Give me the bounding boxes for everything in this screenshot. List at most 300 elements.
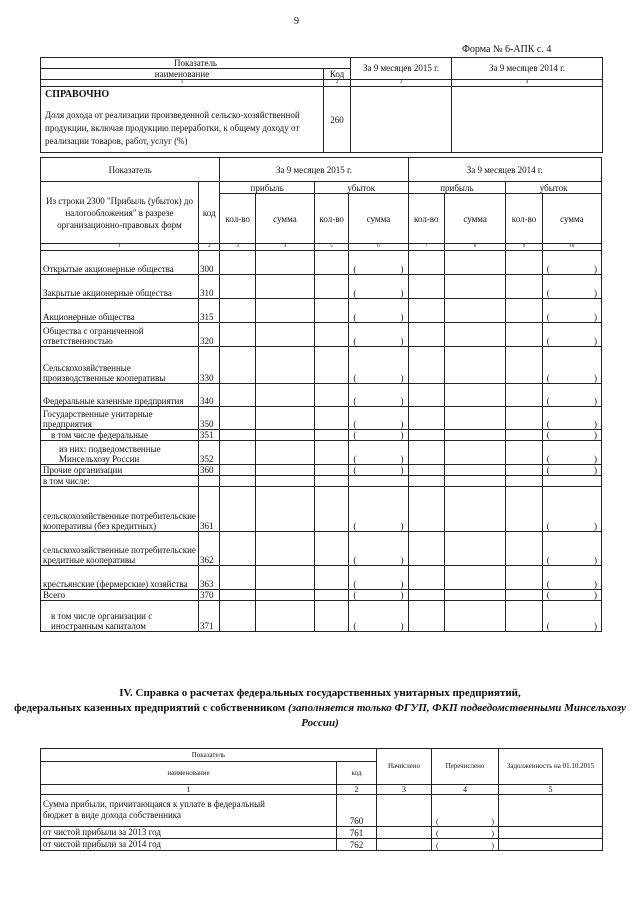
accrued-cell[interactable] [377, 827, 432, 839]
accrued-cell[interactable] [377, 795, 432, 827]
code-header: код [198, 182, 220, 244]
qty-header: кол-во [506, 194, 543, 244]
row-label: в том числе организации с иностранным капиталом [41, 601, 199, 632]
results-by-legal-form-table [40, 157, 602, 632]
reference-row [41, 87, 324, 153]
value-cell[interactable] [220, 407, 255, 430]
row-label: Прочие организации [41, 465, 199, 476]
value-cell[interactable] [314, 566, 348, 590]
row-label: Федеральные казенные предприятия [41, 384, 199, 407]
open-paren: ( [546, 336, 550, 346]
close-paren: ) [594, 396, 597, 406]
code-header: код [337, 762, 377, 785]
value-cell[interactable] [506, 590, 543, 601]
sum-header: сумма [445, 194, 506, 244]
indicator-header: Показатель [41, 58, 351, 69]
loss-sum-cell[interactable] [542, 299, 601, 323]
value-cell[interactable] [408, 275, 445, 299]
paren-wrapper [351, 621, 405, 631]
table-row [41, 795, 603, 827]
paren-wrapper [545, 621, 599, 631]
loss-sum-cell[interactable] [542, 487, 601, 532]
close-paren: ) [594, 555, 597, 565]
close-paren: ) [594, 312, 597, 322]
loss-sum-cell[interactable] [349, 441, 408, 465]
table-row [41, 251, 602, 275]
section-title-line: IV. Справка о расчетах федеральных государственных унитарных предприятий, [119, 687, 521, 699]
value-cell[interactable] [506, 601, 543, 632]
col-index: 4 [255, 244, 314, 251]
value-cell[interactable] [255, 251, 314, 275]
col-index: 9 [506, 244, 543, 251]
loss-sum-cell[interactable] [542, 465, 601, 476]
col-index: 3 [377, 785, 432, 795]
loss-sum-cell[interactable] [349, 601, 408, 632]
row-code: 363 [198, 566, 220, 590]
close-paren: ) [594, 590, 597, 600]
value-cell[interactable] [506, 251, 543, 275]
open-paren: ( [353, 590, 357, 600]
value-cell[interactable] [220, 323, 255, 347]
col-index: 5 [314, 244, 348, 251]
value-cell[interactable] [408, 251, 445, 275]
transferred-cell[interactable] [432, 827, 499, 839]
value-cell[interactable] [314, 532, 348, 566]
row-label: сельскохозяйственные потребительские кредитные кооперативы [41, 532, 199, 566]
section-note: (заполняется только ФГУП, ФКП подведомственными Минсельхозу России) [288, 702, 626, 729]
paren-wrapper [545, 465, 599, 475]
paren-wrapper [351, 373, 405, 383]
row-label: Общества с ограниченной ответственностью [41, 323, 199, 347]
close-paren: ) [594, 373, 597, 383]
close-paren: ) [594, 336, 597, 346]
value-cell[interactable] [220, 590, 255, 601]
col-index: 4 [432, 785, 499, 795]
value-cell[interactable] [408, 476, 445, 487]
paren-wrapper [545, 579, 599, 589]
col-index: 5 [499, 785, 603, 795]
paren-wrapper [434, 817, 496, 826]
value-cell[interactable] [445, 476, 506, 487]
row-code: 370 [198, 590, 220, 601]
value-cell[interactable] [506, 441, 543, 465]
accrued-header: Начислено [377, 749, 432, 785]
table-row [41, 384, 602, 407]
value-cell[interactable] [314, 275, 348, 299]
loss-sum-cell[interactable] [349, 430, 408, 441]
open-paren: ( [353, 336, 357, 346]
value-cell[interactable] [506, 275, 543, 299]
open-paren: ( [353, 419, 357, 429]
close-paren: ) [594, 419, 597, 429]
col-index: 1 [41, 785, 337, 795]
value-cell[interactable] [408, 347, 445, 384]
qty-header: кол-во [220, 194, 255, 244]
paren-wrapper [545, 555, 599, 565]
row-code: 315 [198, 299, 220, 323]
loss-sum-cell[interactable] [349, 487, 408, 532]
open-paren: ( [353, 621, 357, 631]
close-paren: ) [594, 454, 597, 464]
row-code: 371 [198, 601, 220, 632]
loss-sum-cell[interactable] [349, 476, 408, 487]
row-label: сельскохозяйственные потребительские кооперативы (без кредитных) [41, 487, 199, 532]
value-cell[interactable] [255, 323, 314, 347]
row-label: Государственные унитарные предприятия [41, 407, 199, 430]
loss-sum-cell[interactable] [349, 347, 408, 384]
profit-header: прибыль [220, 182, 315, 194]
reference-table [40, 57, 603, 153]
value-cell[interactable] [255, 384, 314, 407]
row-code: 362 [198, 532, 220, 566]
loss-sum-cell[interactable] [542, 476, 601, 487]
close-paren: ) [400, 336, 404, 346]
value-cell[interactable] [255, 430, 314, 441]
value-cell[interactable] [408, 566, 445, 590]
value-cell[interactable] [314, 590, 348, 601]
row-label: от чистой прибыли за 2014 год [41, 839, 337, 851]
owner-settlements-table [40, 748, 603, 851]
row-code: 761 [337, 827, 377, 839]
value-cell[interactable] [445, 407, 506, 430]
paren-wrapper [351, 465, 405, 475]
open-paren: ( [436, 841, 439, 850]
value-cell[interactable] [408, 384, 445, 407]
col-index: 4 [452, 80, 603, 87]
open-paren: ( [353, 521, 357, 531]
value-cell[interactable] [255, 407, 314, 430]
row-label: Акционерные общества [41, 299, 199, 323]
open-paren: ( [546, 419, 550, 429]
table-row [41, 601, 602, 632]
name-header: наименование [41, 69, 324, 80]
paren-wrapper [351, 555, 405, 565]
table-row [41, 323, 602, 347]
loss-sum-cell[interactable] [542, 384, 601, 407]
loss-sum-cell[interactable] [542, 590, 601, 601]
paren-wrapper [351, 430, 405, 440]
value-cell[interactable] [408, 323, 445, 347]
open-paren: ( [353, 264, 357, 274]
value-cell[interactable] [445, 590, 506, 601]
value-cell[interactable] [408, 430, 445, 441]
value-cell[interactable] [314, 323, 348, 347]
loss-sum-cell[interactable] [542, 430, 601, 441]
value-cell[interactable] [506, 347, 543, 384]
col-index: 1 [41, 244, 199, 251]
value-cell[interactable] [220, 476, 255, 487]
sum-header: сумма [349, 194, 408, 244]
loss-sum-cell[interactable] [349, 566, 408, 590]
value-cell[interactable] [452, 87, 603, 153]
row-label: из них: подведомственные Минсельхозу России [41, 441, 199, 465]
loss-header: убыток [314, 182, 408, 194]
paren-wrapper [545, 430, 599, 440]
open-paren: ( [353, 579, 357, 589]
form-label: Форма № 6-АПК с. 4 [462, 44, 552, 55]
row-label: крестьянские (фермерские) хозяйства [41, 566, 199, 590]
row-label: от чистой прибыли за 2013 год [41, 827, 337, 839]
loss-sum-cell[interactable] [349, 532, 408, 566]
value-cell[interactable] [445, 299, 506, 323]
loss-sum-cell[interactable] [542, 251, 601, 275]
loss-header: убыток [506, 182, 602, 194]
paren-wrapper [351, 288, 405, 298]
table-row [41, 566, 602, 590]
open-paren: ( [546, 264, 550, 274]
value-cell[interactable] [314, 347, 348, 384]
value-cell[interactable] [408, 299, 445, 323]
row-code: 361 [198, 487, 220, 532]
value-cell[interactable] [506, 465, 543, 476]
value-cell[interactable] [408, 532, 445, 566]
close-paren: ) [491, 829, 494, 838]
close-paren: ) [400, 373, 404, 383]
col-index: 8 [445, 244, 506, 251]
loss-sum-cell[interactable] [542, 566, 601, 590]
table-row [41, 839, 603, 851]
value-cell[interactable] [445, 566, 506, 590]
open-paren: ( [546, 590, 550, 600]
value-cell[interactable] [314, 465, 348, 476]
value-cell[interactable] [445, 532, 506, 566]
table-row [41, 347, 602, 384]
value-cell[interactable] [255, 441, 314, 465]
loss-sum-cell[interactable] [349, 275, 408, 299]
value-cell[interactable] [314, 251, 348, 275]
paren-wrapper [351, 396, 405, 406]
open-paren: ( [353, 430, 357, 440]
value-cell[interactable] [445, 601, 506, 632]
value-cell[interactable] [506, 430, 543, 441]
value-cell[interactable] [255, 566, 314, 590]
row-code: 300 [198, 251, 220, 275]
value-cell[interactable] [445, 347, 506, 384]
paren-wrapper [434, 829, 496, 838]
value-cell[interactable] [255, 476, 314, 487]
value-cell[interactable] [255, 347, 314, 384]
value-cell[interactable] [506, 532, 543, 566]
value-cell[interactable] [220, 465, 255, 476]
paren-wrapper [545, 396, 599, 406]
paren-wrapper [545, 336, 599, 346]
value-cell[interactable] [506, 407, 543, 430]
value-cell[interactable] [314, 299, 348, 323]
paren-wrapper [351, 336, 405, 346]
value-cell[interactable] [408, 407, 445, 430]
value-cell[interactable] [506, 323, 543, 347]
row-code [198, 476, 220, 487]
value-cell[interactable] [408, 601, 445, 632]
close-paren: ) [400, 396, 404, 406]
value-cell[interactable] [220, 430, 255, 441]
value-cell[interactable] [314, 476, 348, 487]
value-cell[interactable] [220, 532, 255, 566]
value-cell[interactable] [255, 532, 314, 566]
close-paren: ) [400, 590, 404, 600]
section-iv-title [0, 686, 640, 731]
close-paren: ) [400, 288, 404, 298]
row-code: 330 [198, 347, 220, 384]
value-cell[interactable] [220, 487, 255, 532]
open-paren: ( [546, 312, 550, 322]
debt-header: Задолженность на 01.10.2015 [499, 749, 603, 785]
paren-wrapper [545, 373, 599, 383]
value-cell[interactable] [255, 590, 314, 601]
loss-sum-cell[interactable] [349, 251, 408, 275]
value-cell[interactable] [255, 601, 314, 632]
loss-sum-cell[interactable] [349, 465, 408, 476]
paren-wrapper [351, 579, 405, 589]
row-label: Сельскохозяйственные производственные кооперативы [41, 347, 199, 384]
value-cell[interactable] [220, 566, 255, 590]
value-cell[interactable] [506, 299, 543, 323]
loss-sum-cell[interactable] [349, 590, 408, 601]
close-paren: ) [400, 312, 404, 322]
open-paren: ( [546, 555, 550, 565]
value-cell[interactable] [255, 487, 314, 532]
table-row [41, 299, 602, 323]
open-paren: ( [353, 555, 357, 565]
sum-header: сумма [542, 194, 601, 244]
value-cell[interactable] [506, 384, 543, 407]
loss-sum-cell[interactable] [542, 407, 601, 430]
value-cell[interactable] [314, 601, 348, 632]
paren-wrapper [434, 841, 496, 850]
value-cell[interactable] [445, 323, 506, 347]
table-row [41, 532, 602, 566]
paren-wrapper [351, 264, 405, 274]
value-cell[interactable] [445, 430, 506, 441]
row-code: 762 [337, 839, 377, 851]
value-cell[interactable] [220, 384, 255, 407]
col-index: 2 [337, 785, 377, 795]
row-label: Доля дохода от реализации произведенной сельско-хозяйственной продукции, включая продукцию переработки, к общему доходу от реализации товаров, работ, услуг (%) [45, 110, 300, 146]
loss-sum-cell[interactable] [349, 407, 408, 430]
close-paren: ) [491, 817, 494, 826]
value-cell[interactable] [220, 275, 255, 299]
loss-sum-cell[interactable] [349, 384, 408, 407]
loss-sum-cell[interactable] [542, 441, 601, 465]
table-row [41, 430, 602, 441]
accrued-cell[interactable] [377, 839, 432, 851]
paren-wrapper [351, 454, 405, 464]
close-paren: ) [594, 288, 597, 298]
paren-wrapper [351, 590, 405, 600]
open-paren: ( [353, 396, 357, 406]
col-index: 3 [220, 244, 255, 251]
value-cell[interactable] [220, 347, 255, 384]
col-index: 2 [198, 244, 220, 251]
table-row [41, 476, 602, 487]
value-cell[interactable] [220, 251, 255, 275]
debt-cell[interactable] [499, 795, 603, 827]
value-cell[interactable] [506, 487, 543, 532]
transferred-cell[interactable] [432, 839, 499, 851]
value-cell[interactable] [220, 299, 255, 323]
value-cell[interactable] [408, 590, 445, 601]
open-paren: ( [353, 454, 357, 464]
paren-wrapper [545, 288, 599, 298]
value-cell[interactable] [408, 487, 445, 532]
paren-wrapper [351, 419, 405, 429]
transferred-cell[interactable] [432, 795, 499, 827]
loss-sum-cell[interactable] [542, 347, 601, 384]
loss-sum-cell[interactable] [349, 299, 408, 323]
close-paren: ) [594, 579, 597, 589]
value-cell[interactable] [445, 275, 506, 299]
close-paren: ) [400, 454, 404, 464]
value-cell[interactable] [314, 407, 348, 430]
row-code: 360 [198, 465, 220, 476]
loss-sum-cell[interactable] [542, 601, 601, 632]
value-cell[interactable] [314, 430, 348, 441]
loss-sum-cell[interactable] [349, 323, 408, 347]
value-cell[interactable] [445, 251, 506, 275]
close-paren: ) [594, 521, 597, 531]
value-cell[interactable] [506, 566, 543, 590]
sum-header: сумма [255, 194, 314, 244]
loss-sum-cell[interactable] [542, 532, 601, 566]
row-code: 310 [198, 275, 220, 299]
open-paren: ( [546, 373, 550, 383]
value-cell[interactable] [255, 465, 314, 476]
value-cell[interactable] [314, 441, 348, 465]
close-paren: ) [400, 465, 404, 475]
col-index: 3 [351, 80, 452, 87]
paren-wrapper [351, 312, 405, 322]
close-paren: ) [594, 430, 597, 440]
section-title: СПРАВОЧНО [45, 89, 110, 100]
value-cell[interactable] [255, 275, 314, 299]
open-paren: ( [546, 396, 550, 406]
table-row [41, 275, 602, 299]
value-cell[interactable] [445, 465, 506, 476]
open-paren: ( [546, 454, 550, 464]
profit-header: прибыль [408, 182, 506, 194]
value-cell[interactable] [408, 465, 445, 476]
value-cell[interactable] [506, 476, 543, 487]
period-2014-header: За 9 месяцев 2014 г. [408, 158, 602, 182]
debt-cell[interactable] [499, 839, 603, 851]
paren-wrapper [545, 590, 599, 600]
period-2015-header: За 9 месяцев 2015 г. [351, 58, 452, 80]
value-cell[interactable] [351, 87, 452, 153]
value-cell[interactable] [220, 441, 255, 465]
value-cell[interactable] [314, 487, 348, 532]
value-cell[interactable] [445, 487, 506, 532]
value-cell[interactable] [445, 441, 506, 465]
col-index: 1 [41, 80, 324, 87]
row-label: в том числе: [41, 476, 199, 487]
table-row [41, 487, 602, 532]
row-code: 350 [198, 407, 220, 430]
debt-cell[interactable] [499, 827, 603, 839]
value-cell[interactable] [220, 601, 255, 632]
qty-header: кол-во [408, 194, 445, 244]
loss-sum-cell[interactable] [542, 275, 601, 299]
value-cell[interactable] [408, 441, 445, 465]
col-index: 2 [324, 80, 351, 87]
value-cell[interactable] [445, 384, 506, 407]
loss-sum-cell[interactable] [542, 323, 601, 347]
value-cell[interactable] [255, 299, 314, 323]
value-cell[interactable] [314, 384, 348, 407]
row-label: Открытые акционерные общества [41, 251, 199, 275]
open-paren: ( [546, 288, 550, 298]
paren-wrapper [351, 521, 405, 531]
close-paren: ) [400, 419, 404, 429]
